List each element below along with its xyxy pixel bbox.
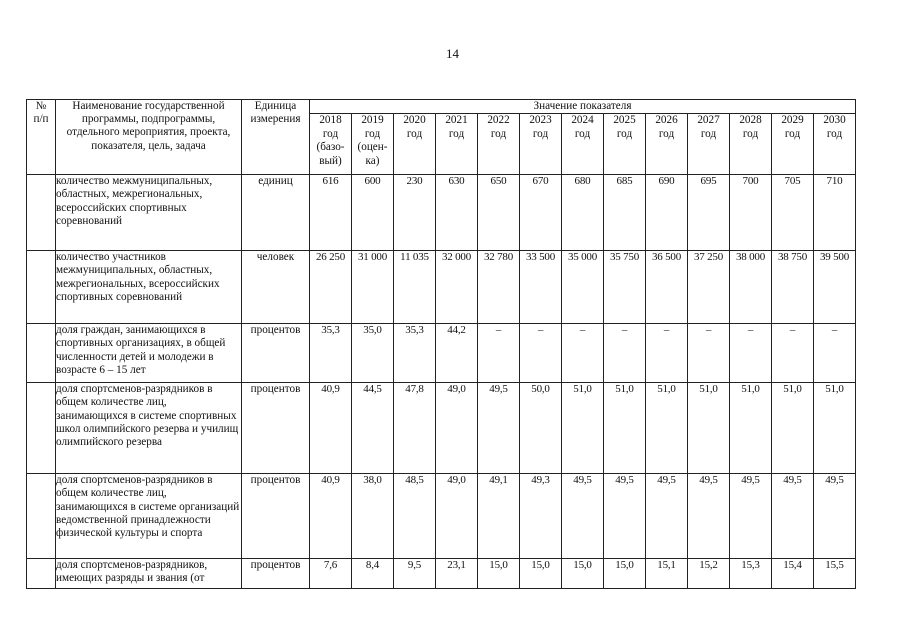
value-cell: 51,0 [730, 383, 772, 474]
value-cell: 51,0 [814, 383, 856, 474]
unit-cell: единиц [242, 175, 310, 251]
value-cell: 23,1 [436, 559, 478, 589]
value-cell: 680 [562, 175, 604, 251]
value-cell: 9,5 [394, 559, 436, 589]
value-cell: 11 035 [394, 251, 436, 324]
row-index-cell [27, 324, 56, 383]
row-index-cell [27, 474, 56, 559]
row-index-cell [27, 175, 56, 251]
value-cell: 49,1 [478, 474, 520, 559]
header-year: 2030 год [814, 114, 856, 175]
value-cell: 32 780 [478, 251, 520, 324]
unit-cell: процентов [242, 383, 310, 474]
header-name: Наименование государственной программы, подпрограммы, отдельного мероприятия, проекта, показателя, цель, задача [56, 100, 242, 175]
table-row [27, 175, 856, 251]
value-cell: 32 000 [436, 251, 478, 324]
header-year: 2026 год [646, 114, 688, 175]
value-cell: – [730, 324, 772, 383]
value-cell: 38,0 [352, 474, 394, 559]
value-cell: 15,5 [814, 559, 856, 589]
value-cell: 15,3 [730, 559, 772, 589]
indicator-name: доля спортсменов-разрядников, имеющих разряды и звания (от [56, 559, 242, 589]
value-cell: 8,4 [352, 559, 394, 589]
value-cell: 49,5 [730, 474, 772, 559]
value-cell: 51,0 [772, 383, 814, 474]
indicator-name: доля спортсменов-разрядников в общем количестве лиц, занимающихся в системе организаций ведомственной принадлежности физической культуры и спорта [56, 474, 242, 559]
value-cell: – [688, 324, 730, 383]
value-cell: 44,2 [436, 324, 478, 383]
header-unit: Единица измерения [242, 100, 310, 175]
header-value-group: Значение показателя [310, 100, 856, 114]
value-cell: 31 000 [352, 251, 394, 324]
value-cell: 695 [688, 175, 730, 251]
header-year: 2027 год [688, 114, 730, 175]
unit-cell: процентов [242, 559, 310, 589]
value-cell: 49,5 [688, 474, 730, 559]
value-cell: 49,0 [436, 474, 478, 559]
value-cell: 230 [394, 175, 436, 251]
value-cell: 685 [604, 175, 646, 251]
value-cell: 49,5 [604, 474, 646, 559]
value-cell: – [520, 324, 562, 383]
value-cell: 47,8 [394, 383, 436, 474]
indicator-name: количество участников межмуниципальных, областных, межрегиональных, всероссийских спортивных соревнований [56, 251, 242, 324]
value-cell: 48,5 [394, 474, 436, 559]
header-year: 2025 год [604, 114, 646, 175]
header-year: 2020 год [394, 114, 436, 175]
value-cell: 705 [772, 175, 814, 251]
table-row [27, 251, 856, 324]
header-year: 2024 год [562, 114, 604, 175]
value-cell: 670 [520, 175, 562, 251]
value-cell: 15,4 [772, 559, 814, 589]
table-row [27, 559, 856, 589]
unit-cell: процентов [242, 474, 310, 559]
value-cell: 51,0 [604, 383, 646, 474]
value-cell: 15,1 [646, 559, 688, 589]
indicator-name: доля спортсменов-разрядников в общем количестве лиц, занимающихся в системе спортивных школ олимпийского резерва и училищ олимпийского резерва [56, 383, 242, 474]
unit-cell: процентов [242, 324, 310, 383]
table-row [27, 383, 856, 474]
header-year: 2021 год [436, 114, 478, 175]
value-cell: 50,0 [520, 383, 562, 474]
value-cell: – [772, 324, 814, 383]
value-cell: 15,0 [604, 559, 646, 589]
indicator-table [26, 99, 856, 589]
value-cell: – [478, 324, 520, 383]
value-cell: 51,0 [688, 383, 730, 474]
header-year: 2018 год (базо- вый) [310, 114, 352, 175]
header-year: 2023 год [520, 114, 562, 175]
row-index-cell [27, 251, 56, 324]
value-cell: 630 [436, 175, 478, 251]
table-row [27, 474, 856, 559]
value-cell: 35,3 [394, 324, 436, 383]
unit-cell: человек [242, 251, 310, 324]
value-cell: 35 750 [604, 251, 646, 324]
value-cell: – [604, 324, 646, 383]
header-year: 2019 год (оцен- ка) [352, 114, 394, 175]
value-cell: 49,5 [814, 474, 856, 559]
value-cell: 15,0 [520, 559, 562, 589]
value-cell: 15,0 [562, 559, 604, 589]
value-cell: 690 [646, 175, 688, 251]
value-cell: – [562, 324, 604, 383]
table-row [27, 324, 856, 383]
value-cell: 26 250 [310, 251, 352, 324]
header-index: № п/п [27, 100, 56, 175]
header-year: 2028 год [730, 114, 772, 175]
header-year: 2022 год [478, 114, 520, 175]
value-cell: 35,3 [310, 324, 352, 383]
value-cell: 51,0 [646, 383, 688, 474]
value-cell: 38 750 [772, 251, 814, 324]
value-cell: 49,5 [562, 474, 604, 559]
value-cell: 15,2 [688, 559, 730, 589]
value-cell: 33 500 [520, 251, 562, 324]
value-cell: 40,9 [310, 383, 352, 474]
value-cell: 7,6 [310, 559, 352, 589]
row-index-cell [27, 559, 56, 589]
value-cell: 39 500 [814, 251, 856, 324]
value-cell: 40,9 [310, 474, 352, 559]
value-cell: 616 [310, 175, 352, 251]
value-cell: 35 000 [562, 251, 604, 324]
indicator-name: доля граждан, занимающихся в спортивных организациях, в общей численности детей и молодежи в возрасте 6 – 15 лет [56, 324, 242, 383]
value-cell: 49,5 [478, 383, 520, 474]
value-cell: 49,3 [520, 474, 562, 559]
value-cell: – [814, 324, 856, 383]
table-body [27, 175, 856, 589]
header-year: 2029 год [772, 114, 814, 175]
value-cell: 15,0 [478, 559, 520, 589]
value-cell: 51,0 [562, 383, 604, 474]
page-number: 14 [446, 46, 459, 61]
value-cell: 35,0 [352, 324, 394, 383]
value-cell: 49,5 [772, 474, 814, 559]
value-cell: 38 000 [730, 251, 772, 324]
indicator-name: количество межмуниципальных, областных, межрегиональных, всероссийских спортивных соревнований [56, 175, 242, 251]
value-cell: 600 [352, 175, 394, 251]
row-index-cell [27, 383, 56, 474]
value-cell: 49,0 [436, 383, 478, 474]
value-cell: 650 [478, 175, 520, 251]
value-cell: 37 250 [688, 251, 730, 324]
value-cell: 700 [730, 175, 772, 251]
value-cell: – [646, 324, 688, 383]
value-cell: 49,5 [646, 474, 688, 559]
value-cell: 710 [814, 175, 856, 251]
value-cell: 36 500 [646, 251, 688, 324]
value-cell: 44,5 [352, 383, 394, 474]
